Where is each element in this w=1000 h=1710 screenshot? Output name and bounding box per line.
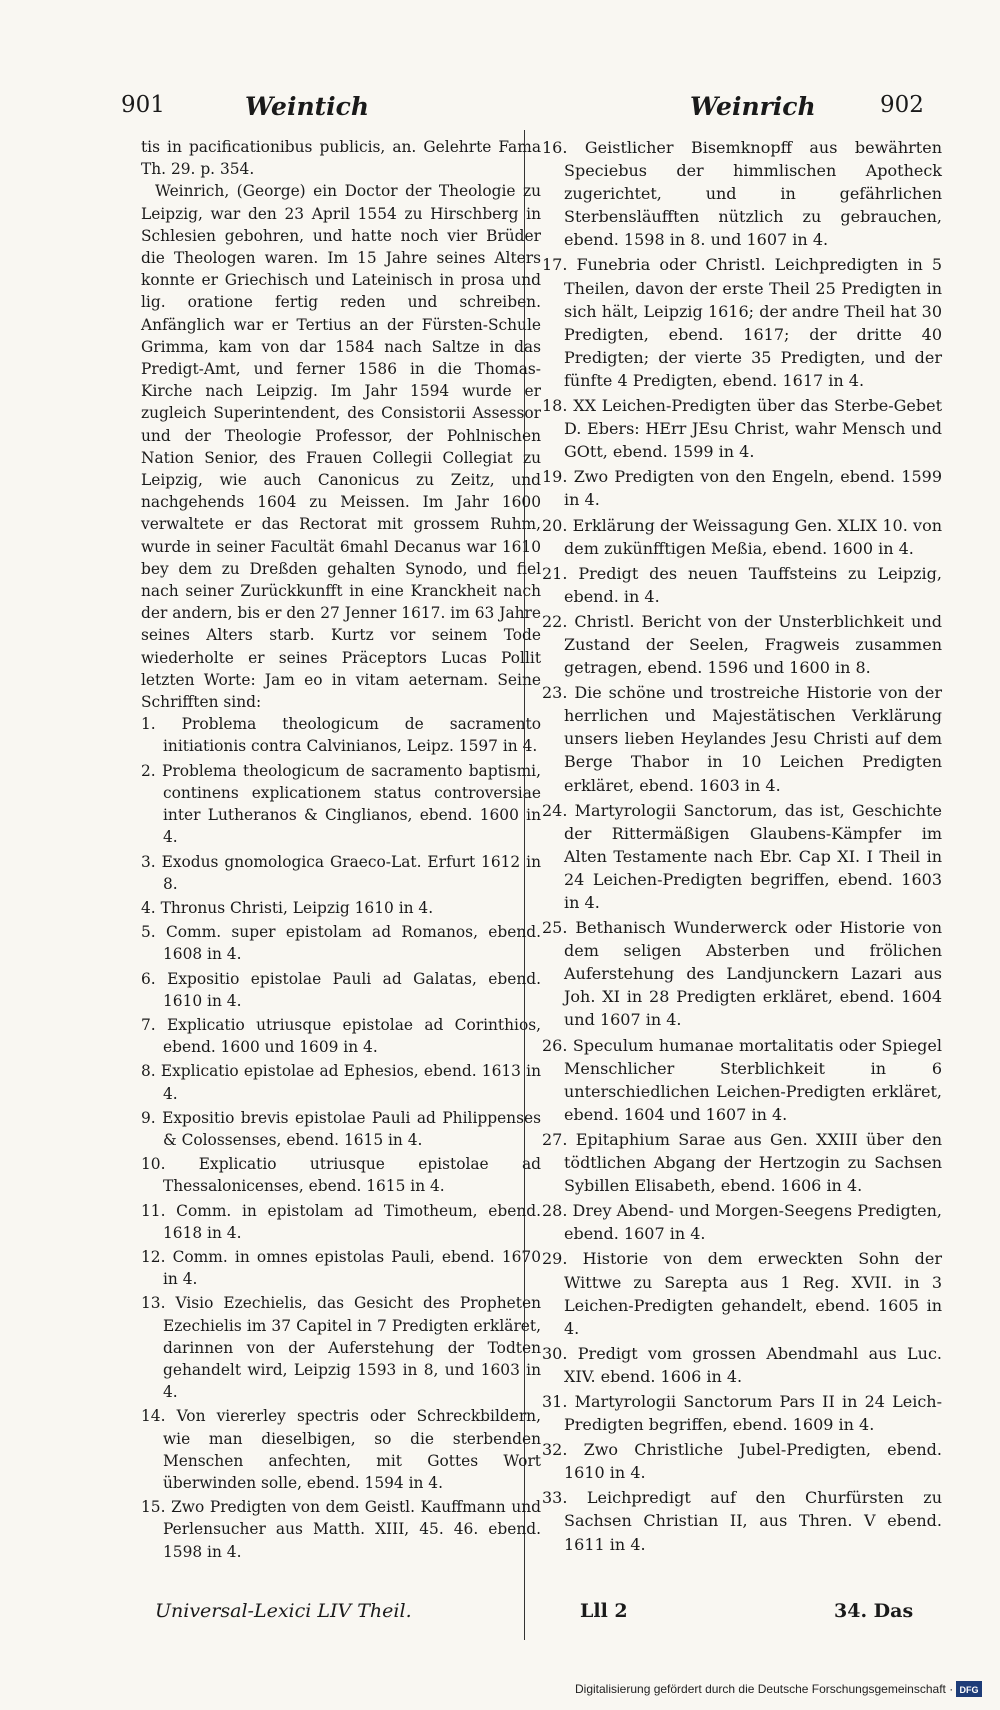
list-item: 14. Von viererley spectris oder Schreckbildern, wie man dieselbigen, so die sterbenden Menschen anfechten, mit Gottes Wort überwinden solle, ebend. 1594 in 4.	[141, 1407, 541, 1492]
list-item: 33. Leichpredigt auf den Churfürsten zu Sachsen Christian II, aus Thren. V ebend. 1611 in 4.	[542, 1488, 942, 1554]
list-item: 10. Explicatio utriusque epistolae ad Thessalonicenses, ebend. 1615 in 4.	[141, 1155, 541, 1196]
list-item: 22. Christl. Bericht von der Unsterblichkeit und Zustand der Seelen, Fragweis zusammen getragen, ebend. 1596 und 1600 in 8.	[542, 611, 942, 678]
digitization-credit: Digitalisierung gefördert durch die Deutsche Forschungsgemeinschaft ·	[575, 1682, 954, 1696]
dfg-logo	[956, 1681, 982, 1697]
svg-text:DFG: DFG	[959, 1685, 979, 1695]
list-item: 15. Zwo Predigten von dem Geistl. Kauffmann und Perlensucher aus Matth. XIII, 45. 46. ebend. 1598 in 4.	[141, 1498, 541, 1561]
list-item: 5. Comm. super epistolam ad Romanos, ebend. 1608 in 4.	[141, 923, 541, 964]
list-item: 7. Explicatio utriusque epistolae ad Corinthios, ebend. 1600 und 1609 in 4.	[141, 1015, 541, 1057]
list-item: 18. XX Leichen-Predigten über das Sterbe-Gebet D. Ebers: HErr JEsu Christ, wahr Mensch und GOtt, ebend. 1599 in 4.	[542, 396, 942, 462]
list-item: 8. Explicatio epistolae ad Ephesios, ebend. 1613 in 4.	[141, 1062, 541, 1103]
list-item: 16. Geistlicher Bisemknopff aus bewährten Speciebus der himmlischen Apotheck zugerichtet, und in gefährlichen Sterbensläufften nützlich zu gebrauchen, ebend. 1598 in 8. und 1607 in 4.	[542, 138, 942, 250]
list-item: 31. Martyrologii Sanctorum Pars II in 24 Leich-Predigten begriffen, ebend. 1609 in 4.	[542, 1391, 942, 1435]
list-item: 4. Thronus Christi, Leipzig 1610 in 4.	[141, 898, 434, 917]
works-list-left	[141, 713, 541, 1563]
list-item: 11. Comm. in epistolam ad Timotheum, ebend. 1618 in 4.	[141, 1201, 541, 1242]
list-item: 26. Speculum humanae mortalitatis oder Spiegel Menschlicher Sterblichkeit in 6 unterschiedlichen Leichen-Predigten erkläret, ebend. 1604 und 1607 in 4.	[542, 1035, 942, 1124]
page-number-right: 902	[880, 92, 924, 118]
list-item: 19. Zwo Predigten von den Engeln, ebend. 1599 in 4.	[542, 467, 942, 510]
running-head-left: Weintich	[245, 92, 370, 121]
gathering-signature: Lll 2	[580, 1600, 628, 1622]
list-item: 30. Predigt vom grossen Abendmahl aus Luc. XIV. ebend. 1606 in 4.	[542, 1343, 942, 1386]
catchword: 34. Das	[834, 1600, 914, 1622]
list-item: 12. Comm. in omnes epistolas Pauli, ebend. 1670 in 4.	[141, 1247, 541, 1289]
list-item: 32. Zwo Christliche Jubel-Predigten, ebend. 1610 in 4.	[542, 1440, 942, 1483]
list-item: 20. Erklärung der Weissagung Gen. XLIX 10. von dem zukünfftigen Meßia, ebend. 1600 in 4.	[542, 515, 942, 558]
list-item: 9. Expositio brevis epistolae Pauli ad Philippenses & Colossenses, ebend. 1615 in 4.	[141, 1108, 541, 1149]
list-item: 3. Exodus gnomologica Graeco-Lat. Erfurt 1612 in 8.	[141, 852, 541, 893]
volume-signature: Universal-Lexici LIV Theil.	[155, 1600, 412, 1622]
list-item: 2. Problema theologicum de sacramento baptismi, continens explicationem status controversiae inter Lutheranos & Cinglianos, ebend. 1600 in 4.	[141, 761, 541, 847]
list-item: 27. Epitaphium Sarae aus Gen. XXIII über den tödtlichen Abgang der Hertzogin zu Sachsen Sybillen Elisabeth, ebend. 1606 in 4.	[542, 1129, 942, 1196]
list-item: 25. Bethanisch Wunderwerck oder Historie von dem seligen Absterben und frölichen Auferstehung des Landjunckern Lazari aus Joh. XI in 28 Predigten erkläret, ebend. 1604 und 1607 in 4.	[542, 918, 942, 1030]
list-item: 13. Visio Ezechielis, das Gesicht des Propheten Ezechielis im 37 Capitel in 7 Predigten erkläret, darinnen von der Auferstehung der Todten gehandelt wird, Leipzig 1593 in 8, und 1603 in 4.	[141, 1294, 541, 1402]
list-item: 21. Predigt des neuen Tauffsteins zu Leipzig, ebend. in 4.	[542, 563, 942, 606]
continued-text: tis in pacificationibus publicis, an. Gelehrte Fama Th. 29. p. 354.	[141, 138, 541, 179]
right-column	[542, 136, 942, 1558]
list-item: 28. Drey Abend- und Morgen-Seegens Predigten, ebend. 1607 in 4.	[542, 1201, 942, 1244]
works-list-right	[542, 136, 942, 1556]
list-item: 17. Funebria oder Christl. Leichpredigten in 5 Theilen, davon der erste Theil 25 Predigten in sich hält, Leipzig 1616; der andre Theil hat 30 Predigten, ebend. 1617; der dritte 40 Predigten; der vierte 35 Predigten, und der fünfte 4 Predigten, ebend. 1617 in 4.	[542, 255, 942, 390]
list-item: 6. Expositio epistolae Pauli ad Galatas, ebend. 1610 in 4.	[141, 969, 541, 1010]
list-item: 1. Problema theologicum de sacramento initiationis contra Calvinianos, Leipz. 1597 in 4.	[141, 715, 541, 756]
biography-entry: Weinrich, (George) ein Doctor der Theologie zu Leipzig, war den 23 April 1554 zu Hirschberg in Schlesien gebohren, und hatte noch vier Brüder die Theologen waren. Im 15 Jahre seines Alters konnte er Griechisch und Lateinisch in prosa und lig. oratione fertig reden und schreiben. Anfänglich war er Tertius an der Fürsten-Schule Grimma, kam von dar 1584 nach Saltze in das Predigt-Amt, und ferner 1586 in die Thomas-Kirche nach Leipzig. Im Jahr 1594 wurde er zugleich Superintendent, des Consistorii Assessor und der Theologie Professor, der Pohlnischen Nation Senior, des Frauen Collegii Collegiat zu Leipzig, wie auch Canonicus zu Zeitz, und nachgehends 1604 zu Meissen. Im Jahr 1600 verwaltete er das Rectorat mit grossem Ruhm, wurde in seiner Facultät 6mahl Decanus war 1610 bey dem zu Dreßden gehalten Synodo, und fiel nach seiner Zurückkunfft in eine Kranckheit nach der andern, bis er den 27 Jenner 1617. im 63 Jahre seines Alters starb. Kurtz vor seinem Tode wiederholte er seines Präceptors Lucas Pollit letzten Worte: Jam eo in vitam aeternam. Seine Schrifften sind:	[141, 182, 541, 712]
left-column	[141, 136, 541, 1565]
list-item: 23. Die schöne und trostreiche Historie von der herrlichen und Majestätischen Verklärung unsers lieben Heylandes Jesu Christi auf dem Berge Thabor in 10 Leichen Predigten erkläret, ebend. 1603 in 4.	[542, 683, 942, 795]
page-number-left: 901	[121, 92, 165, 118]
list-item: 24. Martyrologii Sanctorum, das ist, Geschichte der Rittermäßigen Glaubens-Kämpfer im Alten Testamente nach Ebr. Cap XI. I Theil in 24 Leichen-Predigten begriffen, ebend. 1603 in 4.	[542, 800, 942, 912]
running-head-right: Weinrich	[690, 92, 816, 121]
list-item: 29. Historie von dem erweckten Sohn der Wittwe zu Sarepta aus 1 Reg. XVII. in 3 Leichen-Predigten gehandelt, ebend. 1605 in 4.	[542, 1249, 942, 1338]
